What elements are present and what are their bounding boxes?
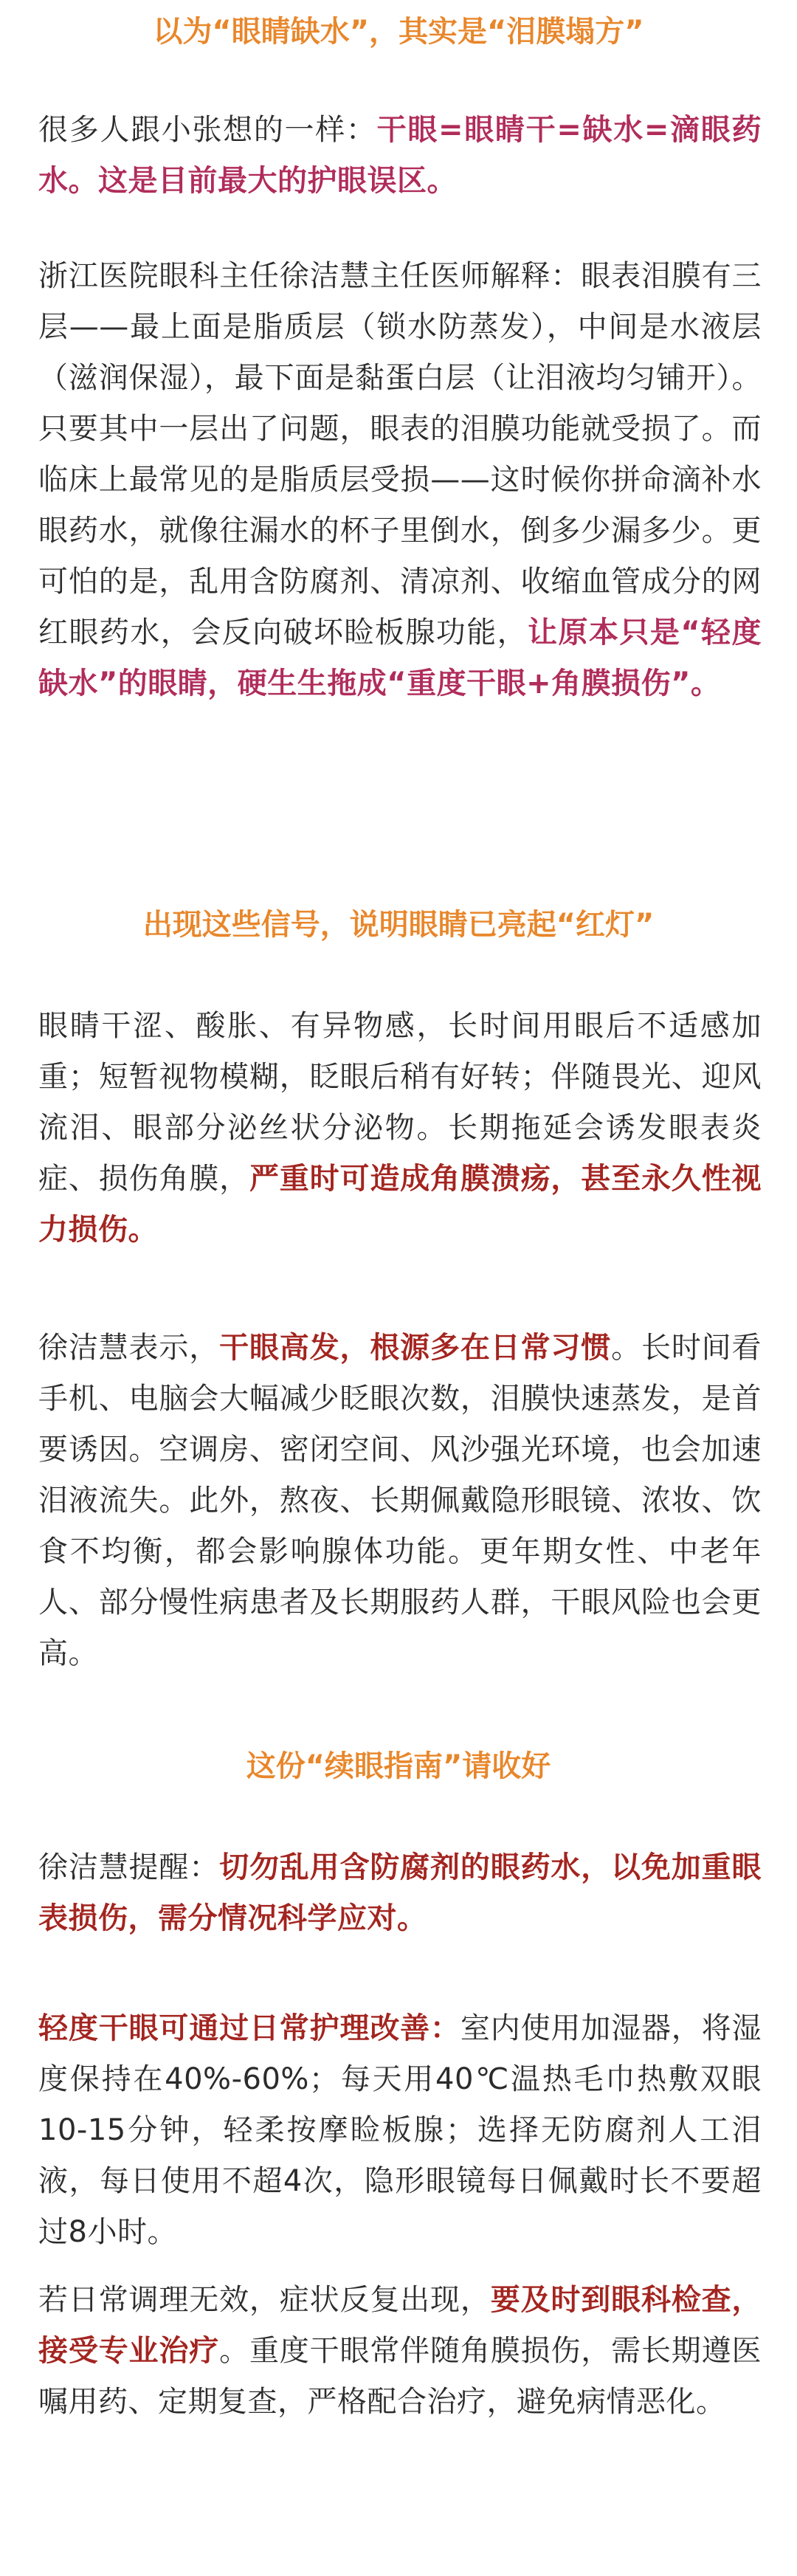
- section-heading-eye-care-guide: 这份“续眼指南”请收好: [246, 1749, 551, 1783]
- paragraph-text: 若日常调理无效，症状反复出现，: [38, 2283, 491, 2317]
- section-heading-warning-signs: 出现这些信号，说明眼睛已亮起“红灯”: [142, 908, 655, 942]
- paragraph-causes: [38, 1323, 762, 1679]
- paragraph-text: 徐洁慧表示，: [38, 1331, 220, 1365]
- paragraph-text: 很多人跟小张想的一样：: [38, 113, 377, 147]
- emphasis-text: 让原本只是“轻度缺水”的眼睛，硬生生拖成“重度干眼+角膜损伤”。: [38, 616, 762, 700]
- paragraph-mild-dry-eye-care: [38, 2003, 762, 2258]
- emphasis-text: 要及时到眼科检查，接受专业治疗: [38, 2283, 762, 2368]
- paragraph-misconception: [38, 105, 762, 207]
- paragraph-text: 眼睛干涩、酸胀、有异物感，长时间用眼后不适感加重；短暂视物模糊，眨眼后稍有好转；伴随畏光、迎风流泪、眼部分泌丝状分泌物。长期拖延会诱发眼表炎症、损伤角膜，: [38, 1009, 762, 1196]
- emphasis-text: 干眼=眼睛干=缺水=滴眼药水。这是目前最大的护眼误区。: [38, 113, 762, 198]
- emphasis-text: 轻度干眼可通过日常护理改善：: [38, 2011, 460, 2045]
- paragraph-text: 徐洁慧提醒：: [38, 1850, 220, 1884]
- emphasis-text: 严重时可造成角膜溃疡，甚至永久性视力损伤。: [38, 1162, 762, 1247]
- emphasis-text: 干眼高发，根源多在日常习惯: [219, 1331, 612, 1365]
- paragraph-doctor-explanation: [38, 251, 762, 709]
- paragraph-text: 。长时间看手机、电脑会大幅减少眨眼次数，泪膜快速蒸发，是首要诱因。空调房、密闭空间、风沙强光环境，也会加速泪液流失。此外，熬夜、长期佩戴隐形眼镜、浓妆、饮食不均衡，都会影响腺体功能。更年期女性、中老年人、部分慢性病患者及长期服药人群，干眼风险也会更高。: [38, 1331, 762, 1670]
- paragraph-text: 浙江医院眼科主任徐洁慧主任医师解释：眼表泪膜有三层——最上面是脂质层（锁水防蒸发），中间是水液层（滋润保湿），最下面是黏蛋白层（让泪液均匀铺开）。只要其中一层出了问题，眼表的泪膜功能就受损了。而临床上最常见的是脂质层受损——这时候你拼命滴补水眼药水，就像往漏水的杯子里倒水，倒多少漏多少。更可怕的是，乱用含防腐剂、清凉剂、收缩血管成分的网红眼药水，会反向破坏睑板腺功能，: [38, 259, 762, 650]
- section-heading-tear-film: 以为“眼睛缺水”，其实是“泪膜塌方”: [153, 15, 644, 49]
- paragraph-text: 室内使用加湿器，将湿度保持在40%-60%；每天用40℃温热毛巾热敷双眼10-15分钟，轻柔按摩睑板腺；选择无防腐剂人工泪液，每日使用不超4次，隐形眼镜每日佩戴时长不要超过8小时。: [38, 2011, 762, 2249]
- paragraph-professional-treatment: [38, 2275, 762, 2428]
- paragraph-text: 。重度干眼常伴随角膜损伤，需长期遵医嘱用药、定期复查，严格配合治疗，避免病情恶化。: [38, 2334, 762, 2419]
- paragraph-reminder: [38, 1842, 762, 1944]
- paragraph-symptoms: [38, 1001, 762, 1256]
- emphasis-text: 切勿乱用含防腐剂的眼药水，以免加重眼表损伤，需分情况科学应对。: [38, 1850, 762, 1935]
